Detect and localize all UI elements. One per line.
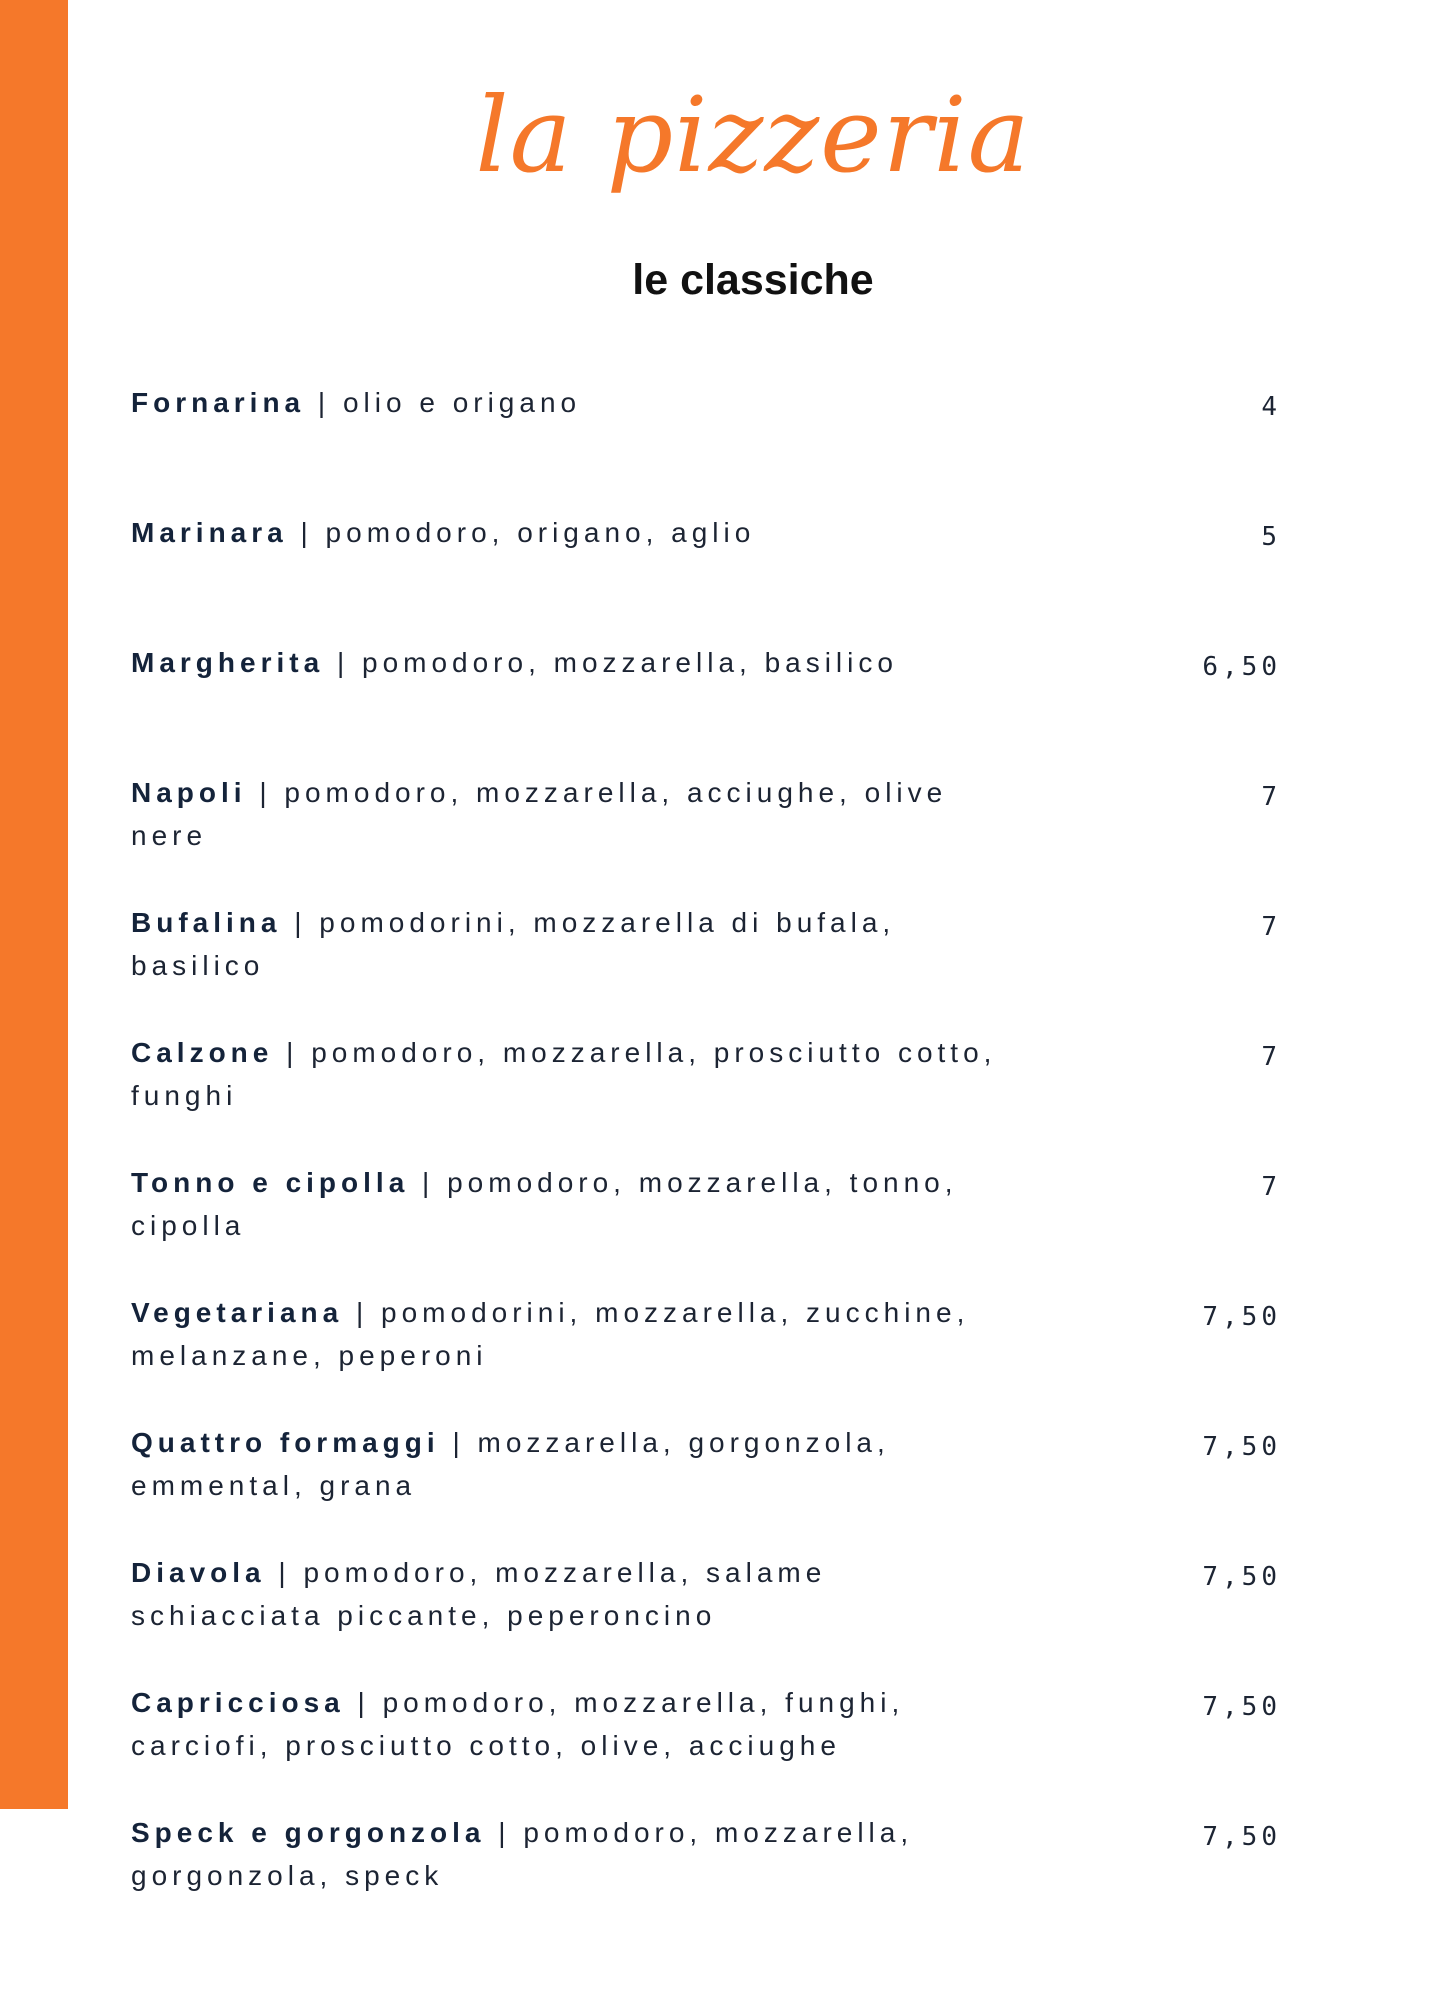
menu-item-text bbox=[131, 1161, 1011, 1247]
pizza-name: Tonno e cipolla bbox=[131, 1167, 410, 1198]
menu-item-text bbox=[131, 771, 1011, 857]
menu-item-text bbox=[131, 511, 1011, 554]
menu-item bbox=[131, 381, 1281, 511]
menu-item-text bbox=[131, 641, 1011, 684]
pizza-ingredients: | pomodoro, origano, aglio bbox=[300, 517, 756, 548]
pizza-name: Diavola bbox=[131, 1557, 266, 1588]
pizza-name: Speck e gorgonzola bbox=[131, 1817, 486, 1848]
pizza-price: 7 bbox=[1261, 1172, 1281, 1202]
pizza-price: 7,50 bbox=[1202, 1302, 1281, 1332]
pizza-price: 7 bbox=[1261, 912, 1281, 942]
menu-item bbox=[131, 901, 1281, 1031]
pizza-price: 5 bbox=[1261, 522, 1281, 552]
menu-item bbox=[131, 1291, 1281, 1421]
pizza-name: Fornarina bbox=[131, 387, 306, 418]
pizza-price: 7,50 bbox=[1202, 1822, 1281, 1852]
menu-item bbox=[131, 1031, 1281, 1161]
section-title: le classiche bbox=[632, 256, 874, 304]
pizza-price: 4 bbox=[1261, 392, 1281, 422]
pizza-ingredients: | pomodorini, mozzarella, zucchine, melanzane, peperoni bbox=[131, 1297, 970, 1371]
pizza-ingredients: | pomodoro, mozzarella, prosciutto cotto, funghi bbox=[131, 1037, 997, 1111]
pizza-ingredients: | mozzarella, gorgonzola, emmental, grana bbox=[131, 1427, 890, 1501]
pizza-ingredients: | pomodoro, mozzarella, acciughe, olive nere bbox=[131, 777, 948, 851]
pizza-price: 7,50 bbox=[1202, 1562, 1281, 1592]
pizza-name: Calzone bbox=[131, 1037, 274, 1068]
menu-item-text bbox=[131, 1551, 1011, 1637]
orange-side-bar bbox=[0, 0, 68, 1809]
pizza-name: Margherita bbox=[131, 647, 325, 678]
menu-item-text bbox=[131, 381, 1011, 424]
pizza-ingredients: | pomodorini, mozzarella di bufala, basilico bbox=[131, 907, 896, 981]
menu-list bbox=[131, 381, 1281, 1941]
pizza-name: Quattro formaggi bbox=[131, 1427, 440, 1458]
pizza-name: Napoli bbox=[131, 777, 247, 808]
pizza-name: Marinara bbox=[131, 517, 288, 548]
menu-item bbox=[131, 1811, 1281, 1941]
menu-item bbox=[131, 771, 1281, 901]
menu-item-text bbox=[131, 1031, 1011, 1117]
menu-item bbox=[131, 1681, 1281, 1811]
pizza-ingredients: | pomodoro, mozzarella, funghi, carciofi, prosciutto cotto, olive, acciughe bbox=[131, 1687, 905, 1761]
menu-item-text bbox=[131, 1681, 1011, 1767]
menu-item bbox=[131, 1161, 1281, 1291]
pizza-ingredients: | pomodoro, mozzarella, tonno, cipolla bbox=[131, 1167, 958, 1241]
pizza-ingredients: | pomodoro, mozzarella, salame schiacciata piccante, peperoncino bbox=[131, 1557, 827, 1631]
pizza-price: 7 bbox=[1261, 782, 1281, 812]
pizza-name: Capricciosa bbox=[131, 1687, 345, 1718]
menu-item-text bbox=[131, 1811, 1011, 1897]
pizza-price: 7,50 bbox=[1202, 1692, 1281, 1722]
menu-item bbox=[131, 641, 1281, 771]
pizza-ingredients: | olio e origano bbox=[317, 387, 582, 418]
menu-item bbox=[131, 1421, 1281, 1551]
menu-item-text bbox=[131, 901, 1011, 987]
pizza-price: 7 bbox=[1261, 1042, 1281, 1072]
pizza-price: 6,50 bbox=[1202, 652, 1281, 682]
pizza-ingredients: | pomodoro, mozzarella, gorgonzola, speck bbox=[131, 1817, 914, 1891]
menu-item-text bbox=[131, 1291, 1011, 1377]
menu-item bbox=[131, 511, 1281, 641]
restaurant-logo: la pizzeria bbox=[475, 74, 1031, 196]
pizza-ingredients: | pomodoro, mozzarella, basilico bbox=[336, 647, 898, 678]
menu-item-text bbox=[131, 1421, 1011, 1507]
pizza-name: Vegetariana bbox=[131, 1297, 344, 1328]
pizza-price: 7,50 bbox=[1202, 1432, 1281, 1462]
pizza-name: Bufalina bbox=[131, 907, 282, 938]
menu-item bbox=[131, 1551, 1281, 1681]
